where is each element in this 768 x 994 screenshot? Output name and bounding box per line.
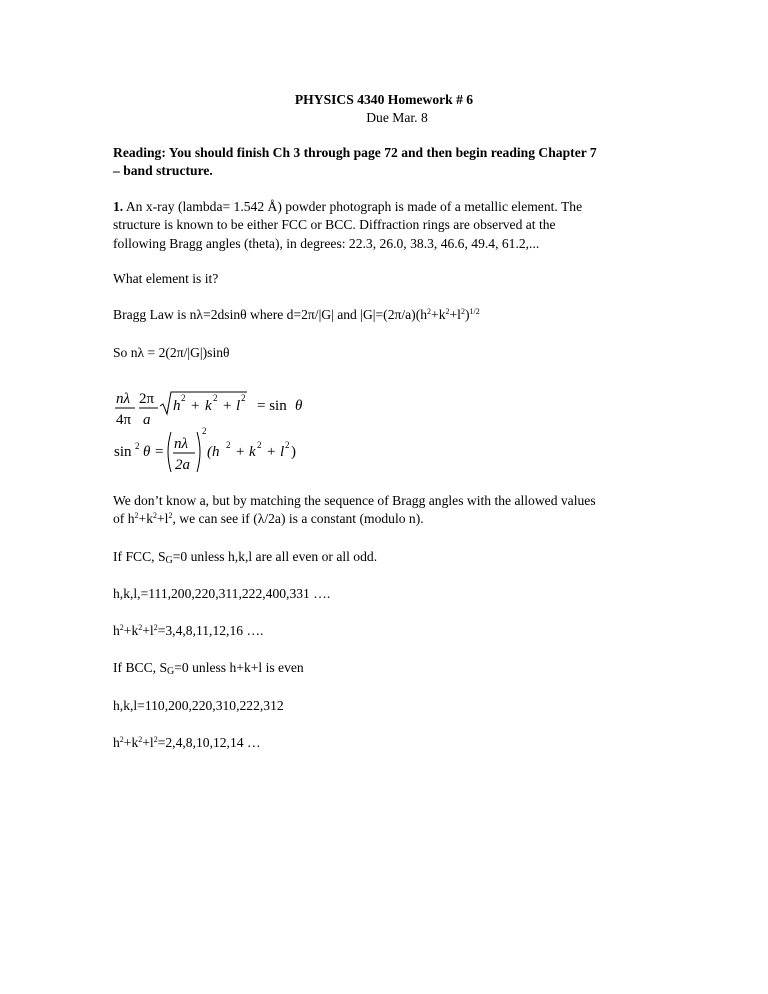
matching-text-b: +k: [138, 511, 153, 527]
fcc-rule: [113, 548, 673, 566]
eq2-rhs-k: k: [249, 444, 256, 460]
due-date: Due Mar. 8: [366, 110, 428, 125]
so-line: So nλ = 2(2π/|G|)sinθ: [113, 345, 230, 360]
matching-line-1: We don’t know a, but by matching the sequence of Bragg angles with the allowed values: [113, 493, 596, 508]
bcc-sum-list: [113, 734, 673, 752]
matching-text-c: +l: [157, 511, 169, 527]
bcc-sum-sup-2: 2: [138, 735, 143, 744]
eq1-root-l-exp: 2: [241, 393, 246, 403]
bragg-mid-1: +k: [431, 307, 446, 322]
eq2-rhs-l: l: [280, 444, 285, 460]
eq1-root-h: h: [173, 398, 181, 414]
problem-number: 1.: [113, 199, 124, 214]
bcc-sum-sup-1: 2: [119, 735, 124, 744]
eq2-theta: θ: [143, 444, 151, 460]
fcc-sum-sup-1: 2: [119, 623, 124, 632]
eq2-right-paren: [197, 432, 200, 472]
reading-assignment: [113, 144, 673, 181]
matching-line-2: [113, 510, 673, 528]
bcc-sum-c: +l: [142, 735, 154, 750]
question-text: What element is it?: [113, 271, 219, 286]
bragg-sup-3: 2: [460, 307, 465, 316]
fcc-sum-d: =3,4,8,11,12,16 ….: [157, 623, 264, 638]
bcc-sum-a: h: [113, 735, 120, 750]
matching-text-d: , we can see if (λ/2a) is a constant (modulo n).: [172, 511, 424, 527]
fcc-sum-c: +l: [142, 623, 154, 638]
bcc-rule: [113, 659, 673, 677]
eq1-root-h-exp: 2: [181, 393, 186, 403]
eq2-lhs: sin: [114, 444, 132, 460]
eq2-rhs-open: (h: [207, 444, 220, 460]
bcc-prefix: If BCC, S: [113, 660, 168, 675]
fcc-sum-sup-2: 2: [138, 623, 143, 632]
eq2-rhs-plus-2: +: [267, 444, 276, 460]
fcc-hkl-list: h,k,l,=111,200,220,311,222,400,331 ….: [113, 586, 331, 601]
bragg-prefix: Bragg Law is nλ=2dsinθ where d=2π/|G| and |G|=(2π/a)(h: [113, 307, 428, 322]
equation-1: [113, 386, 673, 432]
eq2-rhs-l-exp: 2: [285, 440, 290, 450]
bcc-suffix: =0 unless h+k+l is even: [174, 660, 304, 675]
matching-sup-1: 2: [134, 511, 139, 521]
eq1-root-plus-1: +: [191, 398, 200, 414]
eq1-root-l: l: [236, 398, 241, 414]
reading-line-1: Reading: You should finish Ch 3 through page 72 and then begin reading Chapter 7: [113, 145, 597, 160]
bragg-sup-4: 1/2: [469, 307, 480, 316]
problem-1-text-1: An x-ray (lambda= 1.542 Å) powder photograph is made of a metallic element. The: [123, 199, 583, 214]
equation-2-svg: [113, 428, 373, 478]
eq2-rhs-h-exp: 2: [226, 440, 231, 450]
eq1-root-plus-2: +: [223, 398, 232, 414]
eq1-num-left: nλ: [116, 391, 130, 407]
matching-sup-3: 2: [168, 511, 173, 521]
eq1-num-right: 2π: [139, 391, 155, 407]
eq2-outer-exp: 2: [202, 426, 207, 436]
bcc-sum-d: =2,4,8,10,12,14 …: [157, 735, 261, 750]
bragg-sup-2: 2: [445, 307, 450, 316]
matching-sup-2: 2: [153, 511, 157, 521]
problem-1: [113, 198, 673, 253]
eq2-rhs-k-exp: 2: [257, 440, 262, 450]
eq1-root-k-exp: 2: [213, 393, 218, 403]
eq2-rhs-plus-1: +: [236, 444, 245, 460]
fcc-subscript: G: [165, 555, 173, 566]
eq1-den-right: a: [143, 412, 151, 428]
eq2-rhs-close: ): [291, 444, 296, 460]
eq1-den-left: 4π: [116, 412, 132, 428]
fcc-sum-b: +k: [123, 623, 139, 638]
bragg-end: ): [464, 307, 470, 322]
fcc-sum-sup-3: 2: [153, 623, 158, 632]
fcc-suffix: =0 unless h,k,l are all even or all odd.: [172, 549, 378, 564]
eq1-theta: θ: [295, 398, 303, 414]
equation-1-svg: [113, 386, 353, 432]
fcc-sum-list: [113, 622, 673, 640]
problem-1-line-1: [113, 198, 673, 216]
eq1-root-k: k: [205, 398, 212, 414]
bcc-sum-sup-3: 2: [153, 735, 158, 744]
page-title: PHYSICS 4340 Homework # 6: [294, 92, 474, 107]
eq2-frac-num: nλ: [174, 436, 188, 452]
eq1-equals: = sin: [257, 398, 287, 414]
reading-line-2: – band structure.: [113, 163, 213, 179]
matching-paragraph: [113, 492, 673, 529]
bcc-sum-b: +k: [123, 735, 139, 750]
matching-text-a: of h: [113, 511, 135, 527]
eq2-left-paren: [168, 432, 171, 472]
fcc-prefix: If FCC, S: [113, 549, 166, 564]
problem-1-line-3: following Bragg angles (theta), in degrees: 22.3, 26.0, 38.3, 46.6, 49.4, 61.2,...: [113, 235, 540, 251]
eq2-lhs-exp: 2: [135, 441, 140, 451]
bcc-hkl-list: h,k,l=110,200,220,310,222,312: [113, 698, 284, 713]
bragg-mid-2: +l: [449, 307, 461, 322]
bragg-law-line: [113, 306, 673, 324]
eq2-equals: =: [155, 444, 164, 460]
eq2-frac-den: 2a: [175, 457, 190, 473]
problem-1-line-2: structure is known to be either FCC or BCC. Diffraction rings are observed at the: [113, 217, 556, 233]
equation-2: [113, 428, 673, 478]
bcc-subscript: G: [167, 666, 175, 677]
fcc-sum-a: h: [113, 623, 120, 638]
bragg-sup-1: 2: [427, 307, 432, 316]
